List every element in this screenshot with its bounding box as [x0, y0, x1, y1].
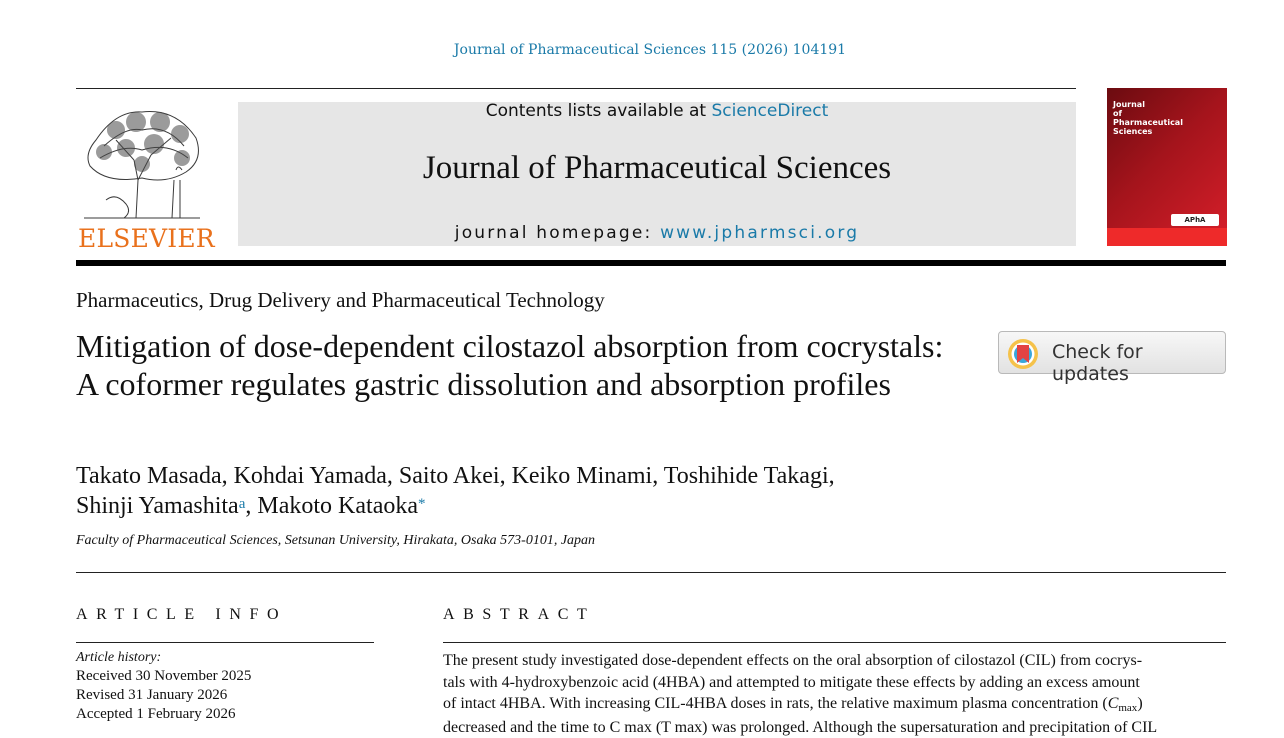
- corresponding-author-marker[interactable]: *: [418, 496, 426, 512]
- article-section: Pharmaceutics, Drug Delivery and Pharmaceutical Technology: [76, 288, 605, 313]
- cover-title: Journal of Pharmaceutical Sciences: [1113, 100, 1183, 136]
- article-info-heading: ARTICLE INFO: [76, 606, 287, 624]
- accepted-date: Accepted 1 February 2026: [76, 705, 251, 724]
- abstract-text: [443, 650, 1226, 738]
- elsevier-wordmark: ELSEVIER: [78, 224, 215, 253]
- abstract-line-1: The present study investigated dose-dependent effects on the oral absorption of cilostazol (CIL) from cocrys-: [443, 650, 1226, 672]
- homepage-line: [238, 223, 1076, 243]
- article-info-rule: [76, 642, 374, 643]
- received-date: Received 30 November 2025: [76, 667, 251, 686]
- authors-line-1: Takato Masada, Kohdai Yamada, Saito Akei, Keiko Minami, Toshihide Takagi,: [76, 461, 976, 491]
- abstract-heading: ABSTRACT: [443, 606, 595, 624]
- homepage-link[interactable]: www.jpharmsci.org: [660, 223, 859, 243]
- affiliation: Faculty of Pharmaceutical Sciences, Setsunan University, Hirakata, Osaka 573-0101, Japan: [76, 533, 595, 549]
- homepage-prefix: journal homepage:: [455, 223, 660, 243]
- contents-prefix: Contents lists available at: [486, 101, 712, 121]
- history-label: Article history:: [76, 648, 251, 667]
- article-history: [76, 648, 251, 724]
- journal-title: Journal of Pharmaceutical Sciences: [238, 150, 1076, 187]
- section-rule: [76, 572, 1226, 573]
- apha-logo: APhA: [1171, 214, 1219, 226]
- revised-date: Revised 31 January 2026: [76, 686, 251, 705]
- bookmark-icon: [1006, 337, 1040, 371]
- affiliation-marker[interactable]: a: [239, 496, 246, 512]
- abstract-line-4: decreased and the time to C max (T max) was prolonged. Although the supersaturation and precipitation of CIL: [443, 717, 1226, 738]
- thick-rule: [76, 260, 1226, 266]
- author-kataoka: , Makoto Kataoka: [245, 493, 418, 519]
- check-for-updates-button[interactable]: [998, 331, 1226, 374]
- header-rule: [76, 88, 1076, 89]
- author-list: [76, 461, 976, 521]
- cover-band: [1107, 228, 1227, 246]
- check-for-updates-label: Check for updates: [1052, 341, 1225, 385]
- article-title: Mitigation of dose-dependent cilostazol absorption from cocrystals: A coformer regulates gastric dissolution and absorption profiles: [76, 327, 956, 403]
- journal-citation[interactable]: Journal of Pharmaceutical Sciences 115 (2026) 104191: [0, 42, 1284, 58]
- author-yamashita: Shinji Yamashita: [76, 493, 239, 519]
- abstract-line-3: of intact 4HBA. With increasing CIL-4HBA doses in rats, the relative maximum plasma concentration (Cmax): [443, 693, 1226, 717]
- contents-line: [238, 101, 1076, 121]
- abstract-rule: [443, 642, 1226, 643]
- tree-icon: [76, 100, 208, 222]
- elsevier-logo[interactable]: [76, 100, 208, 250]
- authors-line-2: [76, 491, 976, 521]
- abstract-line-2: tals with 4-hydroxybenzoic acid (4HBA) and attempted to mitigate these effects by adding an excess amount: [443, 672, 1226, 694]
- journal-cover[interactable]: [1107, 88, 1227, 246]
- sciencedirect-link[interactable]: ScienceDirect: [711, 101, 828, 121]
